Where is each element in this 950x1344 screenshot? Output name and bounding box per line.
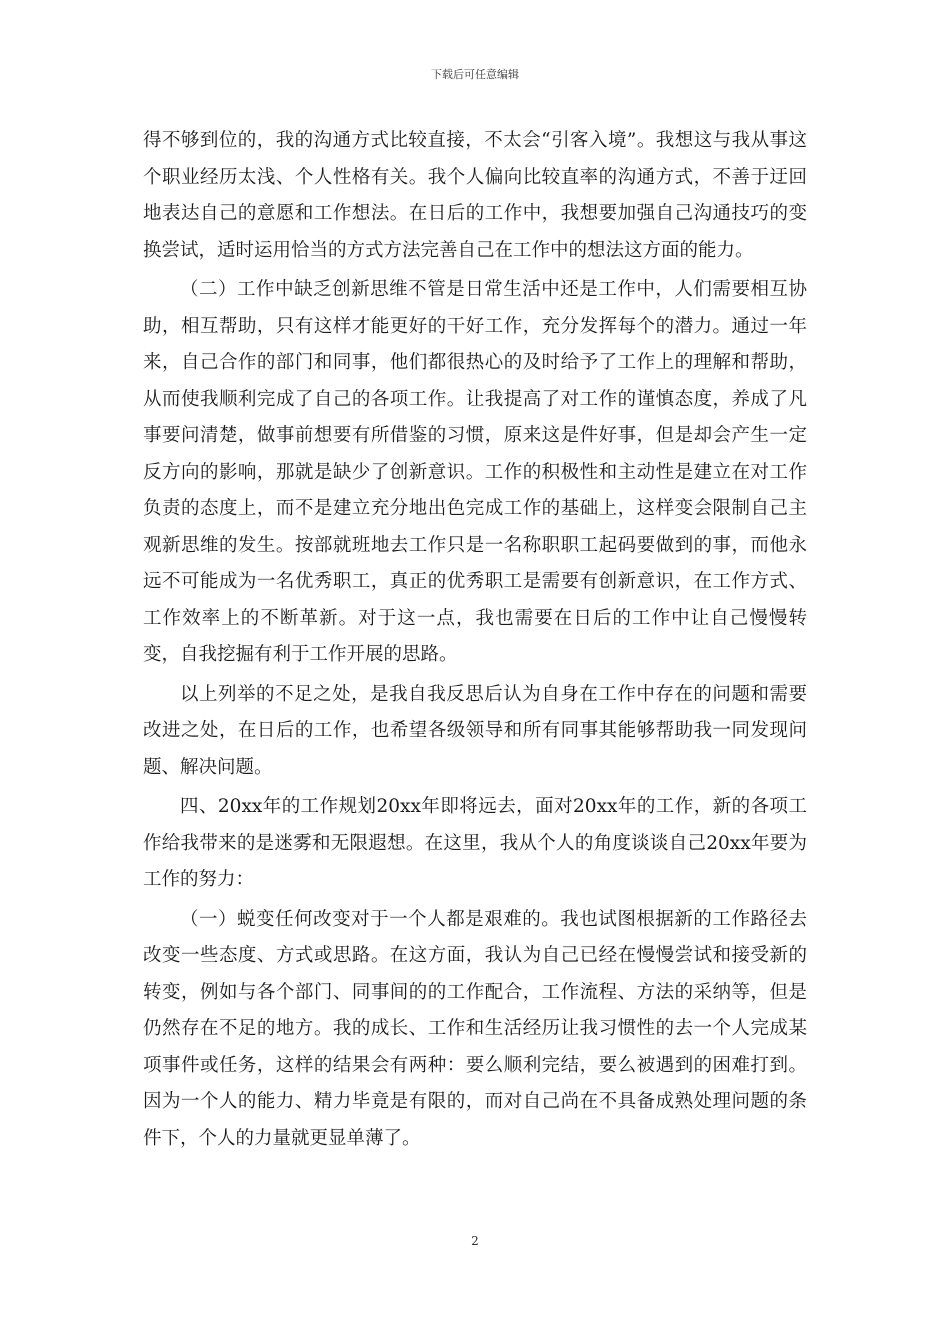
paragraph-plan-one: （一）蜕变任何改变对于一个人都是艰难的。我也试图根据新的工作路径去改变一些态度、方式或思路。在这方面，我认为自己已经在慢慢尝试和接受新的转变，例如与各个部门、同事间的的工作配合，工作流程、方法的采纳等，但是仍然存在不足的地方。我的成长、工作和生活经历让我习惯性的去一个人完成某项事件或任务，这样的结果会有两种：要么顺利完结，要么被遇到的困难打到。因为一个人的能力、精力毕竟是有限的，而对自己尚在不具备成熟处理问题的条件下，个人的力量就更显单薄了。 [143,908,807,1149]
page-number: 2 [471,1234,479,1248]
paragraph-continuation: 得不够到位的，我的沟通方式比较直接，不太会“引客入境”。我想这与我从事这个职业经历太浅、个人性格有关。我个人偏向比较直率的沟通方式，不善于迂回地表达自己的意愿和工作想法。在日后的工作中，我想要加强自己沟通技巧的变换尝试，适时运用恰当的方式方法完善自己在工作中的想法这方面的能力。 [143,130,807,261]
page-header: 下载后可任意编辑 [431,68,519,81]
paragraph-section-two: （二）工作中缺乏创新思维不管是日常生活中还是工作中，人们需要相互协助，相互帮助，只有这样才能更好的干好工作，充分发挥每个的潜力。通过一年来，自己合作的部门和同事，他们都很热心的及时给予了工作上的理解和帮助，从而使我顺利完成了自己的各项工作。让我提高了对工作的谨慎态度，养成了凡事要问清楚，做事前想要有所借鉴的习惯，原来这是件好事，但是却会产生一定反方向的影响，那就是缺少了创新意识。工作的积极性和主动性是建立在对工作负责的态度上，而不是建立充分地出色完成工作的基础上，这样变会限制自己主观新思维的发生。按部就班地去工作只是一名称职职工起码要做到的事，而他永远不可能成为一名优秀职工，真正的优秀职工是需要有创新意识，在工作方式、工作效率上的不断革新。对于这一点，我也需要在日后的工作中让自己慢慢转变，自我挖掘有利于工作开展的思路。 [143,279,807,665]
paragraph-plan-heading: 四、20xx年的工作规划20xx年即将远去，面对20xx年的工作，新的各项工作给我带来的是迷雾和无限遐想。在这里，我从个人的角度谈谈自己20xx年要为工作的努力： [143,796,807,890]
document-body [143,123,807,1157]
paragraph-summary: 以上列举的不足之处，是我自我反思后认为自身在工作中存在的问题和需要改进之处，在日后的工作，也希望各级领导和所有同事其能够帮助我一同发现问题、解决问题。 [143,683,807,778]
